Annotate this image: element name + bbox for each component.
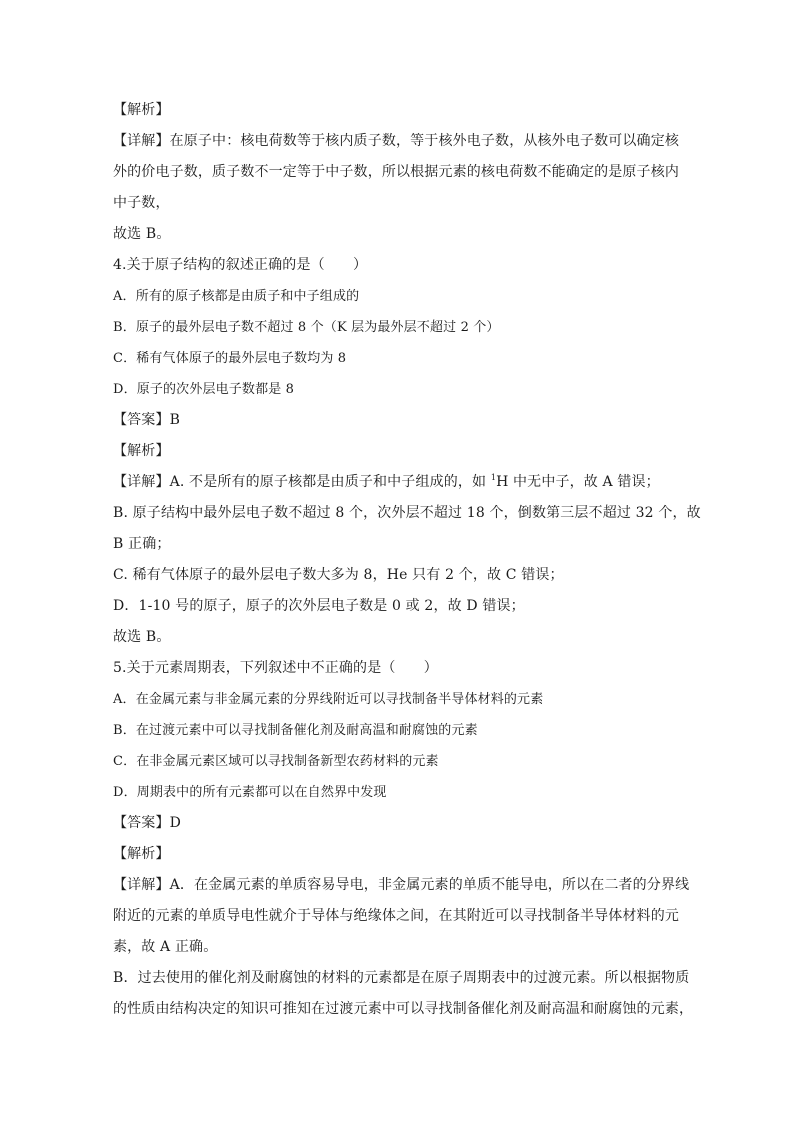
q5-detail-b: [113, 963, 694, 1025]
q5-answer: 【答案】D: [113, 815, 181, 831]
q3-conclusion: 故选 B。: [113, 226, 171, 242]
document-page: [113, 95, 701, 1025]
q5-option-c: C．在非金属元素区域可以寻找制备新型农药材料的元素: [113, 754, 439, 769]
q4-option-b: B．原子的最外层电子数不超过 8 个（K 层为最外层不超过 2 个）: [113, 320, 500, 335]
isotope-mass-number: 1: [490, 473, 497, 482]
q4-detail-d: D．1-10 号的原子，原子的次外层电子数是 0 或 2，故 D 错误；: [113, 598, 525, 614]
q5-stem: 5.关于元素周期表，下列叙述中不正确的是（ ）: [113, 660, 438, 676]
q5-detail-a-line: 附近的元素的单质导电性就介于导体与绝缘体之间，在其附近可以寻找制备半导体材料的元: [113, 908, 679, 924]
q5-option-a: A．在金属元素与非金属元素的分界线附近可以寻找制备半导体材料的元素: [113, 692, 544, 707]
q4-detail-a: [113, 467, 685, 498]
q4-detail-b: [113, 498, 701, 560]
q4-stem: 4.关于原子结构的叙述正确的是（ ）: [113, 257, 368, 273]
q4-detail-c: C. 稀有气体原子的最外层电子数大多为 8，He 只有 2 个，故 C 错误；: [113, 567, 564, 583]
q5-detail-a-line: 素，故 A 正确。: [113, 939, 218, 955]
q5-option-d: D．周期表中的所有元素都可以在自然界中发现: [113, 785, 387, 800]
q4-detail-b-line: B 正确；: [113, 536, 171, 552]
q4-option-d: D．原子的次外层电子数都是 8: [113, 382, 295, 397]
q3-detail-line: 外的价电子数，质子数不一定等于中子数，所以根据元素的核电荷数不能确定的是原子核内: [113, 164, 679, 180]
q3-detail: [113, 126, 685, 219]
q4-conclusion: 故选 B。: [113, 629, 171, 645]
q3-analysis-heading: 【解析】: [113, 102, 170, 118]
q4-analysis-heading: 【解析】: [113, 443, 170, 459]
q5-analysis-heading: 【解析】: [113, 846, 170, 862]
q4-answer: 【答案】B: [113, 412, 181, 428]
q5-option-b: B．在过渡元素中可以寻找制备催化剂及耐高温和耐腐蚀的元素: [113, 723, 478, 738]
q5-detail-a: [113, 870, 690, 963]
q4-option-a: A．所有的原子核都是由质子和中子组成的: [113, 289, 360, 304]
q5-detail-b-line: B．过去使用的催化剂及耐腐蚀的材料的元素都是在原子周期表中的过渡元素。所以根据物质: [113, 970, 690, 986]
q3-detail-line: 【详解】在原子中：核电荷数等于核内质子数，等于核外电子数，从核外电子数可以确定核: [113, 133, 679, 149]
q4-detail-a-text-end: H 中无中子，故 A 错误；: [496, 474, 660, 490]
q5-detail-a-line: 【详解】A．在金属元素的单质容易导电，非金属元素的单质不能导电，所以在二者的分界线: [113, 877, 690, 893]
q3-detail-line: 中子数，: [113, 195, 170, 211]
q4-detail-b-line: B. 原子结构中最外层电子数不超过 8 个，次外层不超过 18 个，倒数第三层不超过 32 个，故: [113, 505, 701, 521]
q4-option-c: C．稀有气体原子的最外层电子数均为 8: [113, 351, 347, 366]
q5-detail-b-line: 的性质由结构决定的知识可推知在过渡元素中可以寻找制备催化剂及耐高温和耐腐蚀的元素，: [113, 1001, 694, 1017]
q4-detail-a-text: 【详解】A. 不是所有的原子核都是由质子和中子组成的，如: [113, 474, 491, 490]
